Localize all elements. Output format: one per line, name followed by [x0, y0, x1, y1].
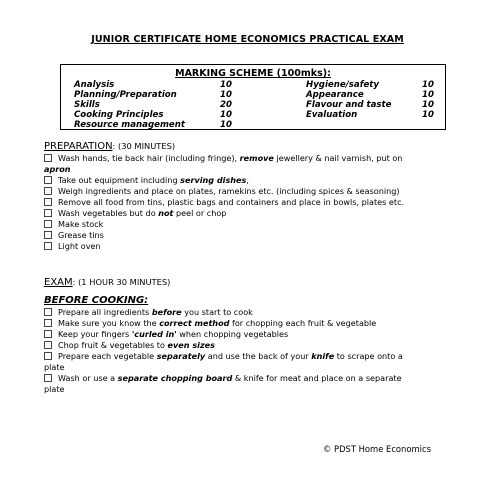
bullet-icon	[44, 187, 52, 195]
scheme-mark: 10	[220, 80, 232, 90]
preparation-heading	[44, 141, 175, 152]
list-item: Remove all food from tins, plastic bags and containers and place in bowls, plates etc.	[44, 197, 404, 208]
bullet-icon	[44, 176, 52, 184]
list-item: Keep your fingers 'curled in' when chopping vegetables	[44, 329, 288, 340]
list-item-continuation: apron	[44, 164, 71, 174]
before-cooking-heading: BEFORE COOKING:	[44, 295, 149, 306]
scheme-mark: 20	[220, 100, 232, 110]
bullet-icon	[44, 319, 52, 327]
scheme-label: Analysis	[74, 80, 115, 90]
scheme-label: Cooking Principles	[74, 110, 164, 120]
bullet-icon	[44, 242, 52, 250]
marking-scheme-box	[60, 64, 446, 130]
scheme-mark: 10	[422, 90, 434, 100]
scheme-mark: 10	[220, 120, 232, 130]
scheme-label: Evaluation	[306, 110, 358, 120]
scheme-label: Appearance	[306, 90, 364, 100]
exam-duration: : (1 HOUR 30 MINUTES)	[72, 277, 171, 287]
bullet-icon	[44, 231, 52, 239]
list-item-continuation: plate	[44, 384, 65, 394]
bullet-icon	[44, 209, 52, 217]
bullet-icon	[44, 220, 52, 228]
list-item: Make stock	[44, 219, 103, 230]
scheme-mark: 10	[422, 110, 434, 120]
list-item: Grease tins	[44, 230, 104, 241]
scheme-mark: 10	[422, 100, 434, 110]
scheme-mark: 10	[422, 80, 434, 90]
list-item: Wash hands, tie back hair (including fringe), remove jewellery & nail varnish, put on	[44, 153, 402, 164]
preparation-title: PREPARATION	[44, 141, 113, 152]
scheme-mark: 10	[220, 110, 232, 120]
scheme-label: Flavour and taste	[306, 100, 392, 110]
bullet-icon	[44, 330, 52, 338]
list-item: Light oven	[44, 241, 101, 252]
list-item: Wash vegetables but do not peel or chop	[44, 208, 226, 219]
list-item: Prepare all ingredients before you start to cook	[44, 307, 253, 318]
scheme-label: Hygiene/safety	[306, 80, 379, 90]
bullet-icon	[44, 374, 52, 382]
exam-heading	[44, 277, 170, 288]
scheme-mark: 10	[220, 90, 232, 100]
list-item: Prepare each vegetable separately and use the back of your knife to scrape onto a	[44, 351, 403, 362]
exam-title: EXAM	[44, 277, 73, 288]
bullet-icon	[44, 198, 52, 206]
list-item: Weigh ingredients and place on plates, ramekins etc. (including spices & seasoning)	[44, 186, 400, 197]
list-item: Make sure you know the correct method for chopping each fruit & vegetable	[44, 318, 376, 329]
list-item: Chop fruit & vegetables to even sizes	[44, 340, 215, 351]
scheme-label: Skills	[74, 100, 100, 110]
bullet-icon	[44, 341, 52, 349]
preparation-duration: : (30 MINUTES)	[112, 141, 176, 151]
bullet-icon	[44, 352, 52, 360]
bullet-icon	[44, 308, 52, 316]
scheme-label: Planning/Preparation	[74, 90, 177, 100]
list-item: Take out equipment including serving dishes,	[44, 175, 249, 186]
list-item: Wash or use a separate chopping board & knife for meat and place on a separate	[44, 373, 402, 384]
marking-scheme-heading: MARKING SCHEME (100mks):	[175, 68, 331, 79]
bullet-icon	[44, 154, 52, 162]
list-item-continuation: plate	[44, 362, 65, 372]
copyright-footer: © PDST Home Economics	[323, 444, 431, 454]
document-title: JUNIOR CERTIFICATE HOME ECONOMICS PRACTICAL EXAM	[91, 34, 404, 45]
scheme-label: Resource management	[74, 120, 185, 130]
